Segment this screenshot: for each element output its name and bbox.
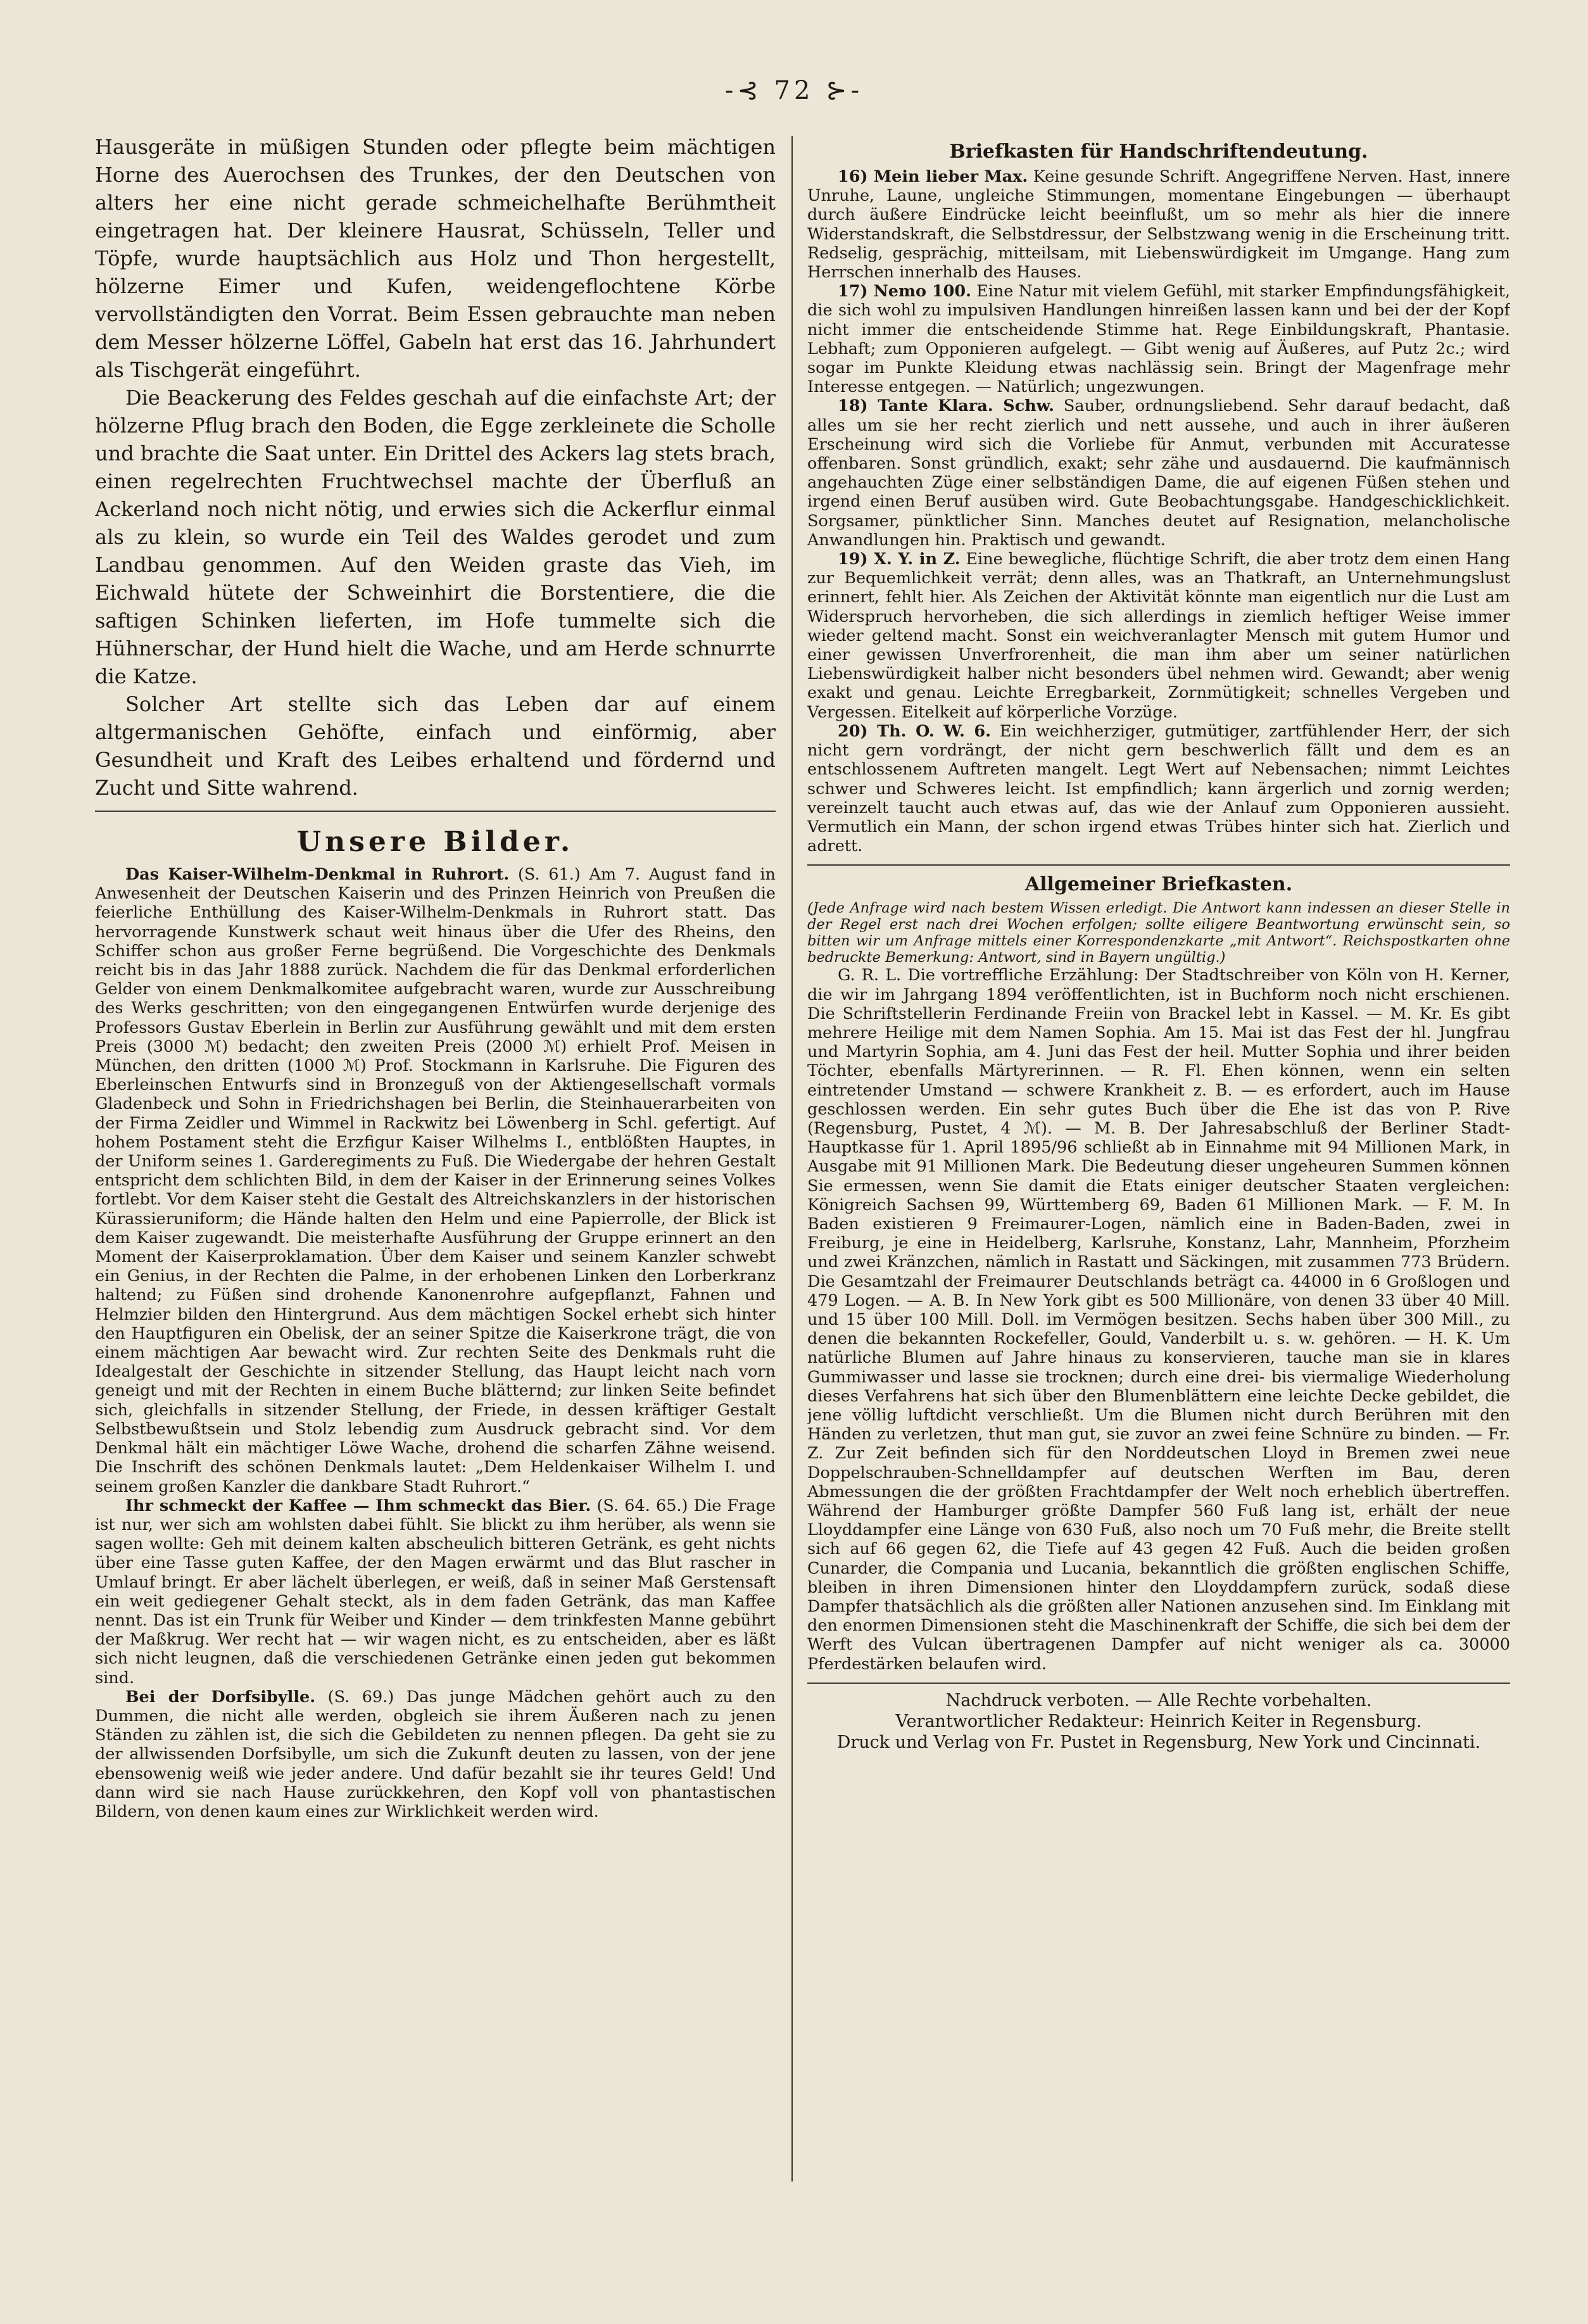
- picture-note-lead: Das Kaiser-Wilhelm-Denkmal in Ruhrort.: [125, 865, 510, 884]
- imprint-line: Verantwortlicher Redakteur: Heinrich Keiter in Regensburg.: [895, 1711, 1422, 1731]
- picture-note: [95, 1496, 776, 1688]
- picture-notes: [95, 865, 776, 1821]
- section-rule: [807, 864, 1510, 866]
- handwriting-item: [807, 396, 1510, 550]
- intro-paragraph: Solcher Art stellte sich das Leben dar auf einem altgermanischen Gehöfte, einfach und einförmig, aber Gesundheit und Kraft des Leibes erhaltend und fördernd und Zucht und Sitte wahrend.: [95, 692, 776, 800]
- imprint-line: Druck und Verlag von Fr. Pustet in Regensburg, New York und Cincinnati.: [836, 1732, 1481, 1752]
- column-divider: [791, 136, 793, 2182]
- handwriting-text: Sauber, ordnungsliebend. Sehr darauf bedacht, daß alles um sie her recht zierlich und nett aussehe, und auch in ihrer äußeren Erscheinung wird sich die Vorliebe für Anmut, verbunden mit Accuratesse offenbaren. Sonst gründlich, exakt; sehr zähe und ausdauernd. Die kaufmännisch angehauchten Züge einer selbständigen Dame, die auf eigenen Füßen stehen und irgend einen Beruf ausüben wird. Gute Beobachtungsgabe. Handgeschicklichkeit. Sorgsamer, pünktlicher Sinn. Manches deutet auf Resignation, melancholische Anwandlungen hin. Praktisch und gewandt.: [807, 396, 1510, 550]
- handwriting-lead: 20) Th. O. W. 6.: [838, 721, 992, 741]
- footer-rule: [807, 1683, 1510, 1684]
- handwriting-item: [807, 167, 1510, 282]
- section-rule: [95, 811, 776, 812]
- intro-paragraph: Die Beackerung des Feldes geschah auf die einfachste Art; der hölzerne Pflug brach den Boden, die Egge zerkleinete die Scholle und brachte die Saat unter. Ein Drittel des Ackers lag stets brach, einen regelrechten Fruchtwechsel machte der Überfluß an Ackerland noch nicht nötig, und erwies sich die Ackerflur einmal als zu klein, so wurde ein Teil des Waldes gerodet und zum Landbau genommen. Auf den Weiden graste das Vieh, im Eichwald hütete der Schweinhirt die Borstentiere, die die saftigen Schinken lieferten, im Hofe tummelte sich die Hühnerschar, der Hund hielt die Wache, und am Herde schnurrte die Katze.: [95, 386, 776, 688]
- section-title: Unsere Bilder.: [296, 826, 574, 858]
- handwriting-lead: 18) Tante Klara. Schw.: [838, 396, 1055, 416]
- handwriting-lead: 17) Nemo 100.: [838, 282, 971, 301]
- handwriting-title: Briefkasten für Handschriftendeutung.: [949, 141, 1368, 163]
- picture-note-text: (S. 61.) Am 7. August fand in Anwesenheit der Deutschen Kaiserin und des Prinzen Heinrich von Preußen die feierliche Enthüllung des Kaiser-Wilhelm-Denkmals in Ruhrort statt. Das hervorragende Kunstwerk schaut weit hinaus über die Ufer des Rheins, den Schiffer schon aus großer Ferne begrüßend. Die Vorgeschichte des Denkmals reicht bis in das Jahr 1888 zurück. Nachdem die für das Denkmal erforderlichen Gelder von einem Denkmalkomitee aufgebracht waren, wurde zur Ausschreibung des Werks geschritten; von den eingegangenen Entwürfen wurde derjenige des Professors Gustav Eberlein in Berlin zur Ausführung gewählt und mit dem ersten Preis (3000 ℳ) bedacht; den zweiten Preis (2000 ℳ) erhielt Prof. Meisen in München, den dritten (1000 ℳ) Prof. Stockmann in Karlsruhe. Die Figuren des Eberleinschen Entwurfs sind in Bronzeguß von der Aktiengesellschaft vormals Gladenbeck und Sohn in Friedrichshagen bei Berlin, die Steinhauerarbeiten von der Firma Zeidler und Wimmel in Rackwitz bei Löwenberg in Schl. gefertigt. Auf hohem Postament steht die Erzfigur Kaiser Wilhelms I., entblößten Hauptes, in der Uniform seines 1. Garderegiments zu Fuß. Die Wiedergabe der hehren Gestalt entspricht dem schlichten Bild, in dem der Kaiser in der Erinnerung seines Volkes fortlebt. Vor dem Kaiser steht die Gestalt des Altreichskanzlers in der historischen Kürassieruniform; die Hände halten den Helm und eine Papierrolle, der Blick ist dem Kaiser zugewandt. Die meisterhafte Ausführung der Gruppe erinnert an den Moment der Kaiserproklamation. Über dem Kaiser und seinem Kanzler schwebt ein Genius, in der Rechten die Palme, in der erhobenen Linken den Lorberkranz haltend; zu Füßen sind drohende Kanonenrohre aufgepflanzt, Fahnen und Helmzier bilden den Hintergrund. Aus dem mächtigen Sockel erhebt sich hinter den Hauptfiguren ein Obelisk, der an seiner Spitze die Kaiserkrone trägt, die von einem mächtigen Aar bewacht wird. Zur rechten Seite des Denkmals ruht die Idealgestalt der Geschichte in sitzender Stellung, das Haupt leicht nach vorn geneigt und mit der Rechten in einem Buche blätternd; zur linken Seite befindet sich, gleichfalls in sitzender Stellung, der Friede, in dessen kräftiger Gestalt Selbstbewußtsein und Stolz lebendig zum Ausdruck gebracht sind. Vor dem Denkmal hält ein mächtiger Löwe Wache, drohend die scharfen Zähne weisend. Die Inschrift des schönen Denkmals lautet: „Dem Heldenkaiser Wilhelm I. und seinem großen Kanzler die dankbare Stadt Ruhrort.“: [95, 865, 776, 1496]
- general-note: (Jede Anfrage wird nach bestem Wissen erledigt. Die Antwort kann indessen an dieser Stelle in der Regel erst nach drei Wochen erfolgen; sollte eiligere Beantwortung erwünscht sein, so bitten wir um Anfrage mittels einer Korrespondenzkarte „mit Antwort“. Reichspostkarten ohne bedruckte Bemerkung: Antwort, sind in Bayern ungültig.): [807, 900, 1510, 966]
- picture-note: [95, 1688, 776, 1821]
- handwriting-lead: 16) Mein lieber Max.: [838, 167, 1028, 186]
- page-number: -⊰ 72 ⊱-: [724, 76, 864, 105]
- handwriting-text: Keine gesunde Schrift. Angegriffene Nerven. Hast, innere Unruhe, Laune, ungleiche Stimmungen, momentane Eingebungen — überhaupt durch äußere Eindrücke leicht beeinflußt, um so mehr als hier die innere Widerstandskraft, die Selbstdressur, der Selbstzwang wenig in die Erscheinung tritt. Redselig, gesprächig, mitteilsam, mit Liebenswürdigkeit im Umgange. Hang zum Herrschen innerhalb des Hauses.: [807, 167, 1510, 282]
- picture-note-lead: Ihr schmeckt der Kaffee — Ihm schmeckt das Bier.: [125, 1496, 591, 1515]
- intro-paragraph: Hausgeräte in müßigen Stunden oder pflegte beim mächtigen Horne des Auerochsen des Trunkes, der den Deutschen von alters her eine nicht gerade schmeichelhafte Berühmtheit eingetragen hat. Der kleinere Hausrat, Schüsseln, Teller und Töpfe, wurde hauptsächlich aus Holz und Thon hergestellt, hölzerne Eimer und Kufen, weidengeflochtene Körbe vervollständigten den Vorrat. Beim Essen gebrauchte man neben dem Messer hölzerne Löffel, Gabeln hat erst das 16. Jahrhundert als Tischgerät eingeführt.: [95, 135, 776, 382]
- intro-article: [95, 133, 776, 802]
- handwriting-item: [807, 282, 1510, 396]
- general-title: Allgemeiner Briefkasten.: [1024, 873, 1293, 896]
- imprint: [807, 1690, 1510, 1753]
- left-column: [95, 133, 776, 2286]
- general-answers: G. R. L. Die vortreffliche Erzählung: Der Stadtschreiber von Köln von H. Kerner, die wir im Jahrgang 1894 veröffentlichten, ist in Buchform noch nicht erschienen. Die Schriftstellerin Ferdinande Freiin von Brackel lebt in Kassel. — M. Kr. Es gibt mehrere Heilige mit dem Namen Sophia. Am 15. Mai ist das Fest der hl. Jungfrau und Martyrin Sophia, am 4. Juni das Fest der heil. Mutter Sophia und ihrer beiden Töchter, ebenfalls Märtyrerinnen. — R. Fl. Ehen können, wenn ein selten eintretender Umstand — schwere Krankheit z. B. — es erfordert, auch im Hause geschlossen werden. Ein sehr gutes Buch über die Ehe ist das von P. Rive (Regensburg, Pustet, 4 ℳ). — M. B. Der Jahresabschluß der Berliner Stadt-Hauptkasse für 1. April 1895/96 schließt ab in Einnahme mit 94 Millionen Mark, in Ausgabe mit 91 Millionen Mark. Die Bedeutung dieser ungeheuren Summen können Sie ermessen, wenn Sie damit die Etats einiger deutscher Staaten vergleichen: Königreich Sachsen 99, Württemberg 69, Baden 61 Millionen Mark. — F. M. In Baden existieren 9 Freimaurer-Logen, nämlich eine in Baden-Baden, zwei in Freiburg, je eine in Heidelberg, Karlsruhe, Konstanz, Lahr, Mannheim, Pforzheim und zwei Kränzchen, nämlich in Rastatt und Säckingen, mit zusammen 773 Brüdern. Die Gesamtzahl der Freimaurer Deutschlands beträgt ca. 44000 in 6 Großlogen und 479 Logen. — A. B. In New York gibt es 500 Millionäre, von denen 33 über 40 Mill. und 15 über 100 Mill. Doll. im Vermögen besitzen. Sechs haben über 300 Mill., zu denen die bekannten Rockefeller, Gould, Vanderbilt u. s. w. gehören. — H. K. Um natürliche Blumen auf Jahre hinaus zu konservieren, tauche man sie in klares Gummiwasser und lasse sie trocknen; durch eine drei- bis viermalige Wiederholung dieses Verfahrens hat sich über den Blumenblättern eine leichte Decke gebildet, die jene völlig luftdicht verschließt. Um die Blumen nicht durch Berühren mit den Händen zu verletzen, thut man gut, sie zuvor an zwei feine Schnüre zu binden. — Fr. Z. Zur Zeit befinden sich für den Norddeutschen Lloyd in Bremen zwei neue Doppelschrauben-Schnelldampfer auf deutschen Werften im Bau, deren Abmessungen die der größten Frachtdampfer der Welt noch erheblich übertreffen. Während der Hamburger größte Dampfer 560 Fuß lang ist, erhält der neue Lloyddampfer eine Länge von 630 Fuß, also noch um 70 Fuß mehr, die Breite stellt sich auf 66 gegen 62, die Tiefe auf 43 gegen 42 Fuß. Auch die beiden großen Cunarder, die Compania und Lucania, bekanntlich die größten englischen Schiffe, bleiben in ihren Dimensionen hinter den Lloyddampfern zurück, sodaß diese Dampfer thatsächlich als die größten aller Nationen anzusehen sind. Im Einklang mit den enormen Dimensionen steht die Maschinenkraft der Schiffe, die sich bei dem der Werft des Vulcan übertragenen Dampfer auf nicht weniger als ca. 30000 Pferdestärken belaufen wird.: [807, 966, 1510, 1674]
- picture-note-lead: Bei der Dorfsibylle.: [125, 1687, 316, 1707]
- picture-note-text: (S. 64. 65.) Die Frage ist nur, wer sich am wohlsten dabei fühlt. Sie blickt zu ihm herüber, als wenn sie sagen wollte: Geh mit deinem kalten abscheulich bitteren Getränk, es geht nichts über eine Tasse guten Kaffee, der den Magen erwärmt und das Blut rascher in Umlauf bringt. Er aber lächelt überlegen, er weiß, daß in seiner Maß Gerstensaft ein weit gediegener Gehalt steckt, als in dem faden Getränk, das man Kaffee nennt. Das ist ein Trunk für Weiber und Kinder — dem trinkfesten Manne gebührt der Maßkrug. Wer recht hat — wir wagen nicht, es zu entscheiden, aber es läßt sich nicht leugnen, daß die verschiedenen Getränke einen jeden gut bekommen sind.: [95, 1496, 776, 1688]
- handwriting-lead: 19) X. Y. in Z.: [838, 550, 961, 569]
- handwriting-text: Ein weichherziger, gutmütiger, zartfühlender Herr, der sich nicht gern vordrängt, der nicht gern beschwerlich fällt und dem es an entschlossenem Auftreten mangelt. Legt Wert auf Nebensachen; nimmt Leichtes schwer und Schweres leicht. Ist empfindlich; kann ärgerlich und zornig werden; vereinzelt taucht auch etwas auf, das wie der Anlauf zum Opponieren aussieht. Vermutlich ein Mann, der schon irgend etwas Trübes hinter sich hat. Zierlich und adrett.: [807, 721, 1510, 856]
- handwriting-text: Eine Natur mit vielem Gefühl, mit starker Empfindungsfähigkeit, die sich wohl zu impulsiven Handlungen hinreißen lassen kann und bei der der Kopf nicht immer die entscheidende Stimme hat. Rege Einbildungskraft, Phantasie. Lebhaft; zum Opponieren aufgelegt. — Gibt wenig auf Äußeres, auf Putz 2c.; wird sogar im Punkte Kleidung etwas nachlässig sein. Bringt der Magenfrage mehr Interesse entgegen. — Natürlich; ungezwungen.: [807, 282, 1510, 397]
- imprint-line: Nachdruck verboten. — Alle Rechte vorbehalten.: [945, 1690, 1372, 1710]
- picture-note: [95, 865, 776, 1496]
- handwriting-text: Eine bewegliche, flüchtige Schrift, die aber trotz dem einen Hang zur Bequemlichkeit verrät; denn alles, was an Thatkraft, an Unternehmungslust erinnert, fehlt hier. Als Zeichen der Aktivität könnte man eigentlich nur die Lust am Widerspruch hervorheben, die sich allerdings in ziemlich heftiger Weise immer wieder geltend macht. Sonst ein weichveranlagter Mensch mit gutem Humor und einer gewissen Unverfrorenheit, die man ihm aber um seiner natürlichen Liebenswürdigkeit halber nicht besonders übel nehmen wird. Gewandt; aber wenig exakt und genau. Leichte Erregbarkeit, Zornmütigkeit; schnelles Vergeben und Vergessen. Eitelkeit auf körperliche Vorzüge.: [807, 550, 1510, 722]
- handwriting-item: [807, 722, 1510, 856]
- right-column: [807, 133, 1510, 2286]
- handwriting-item: [807, 550, 1510, 722]
- picture-note-text: (S. 69.) Das junge Mädchen gehört auch zu den Dummen, die nicht alle werden, obgleich sie ihrem Äußeren nach zu jenen Ständen zu zählen ist, die sich die Gebildeten zu nennen pflegen. Da geht sie zu der allwissenden Dorfsibylle, um sich die Zukunft deuten zu lassen, von der jene ebensowenig weiß wie jeder andere. Und dafür bezahlt sie ihr teures Geld! Und dann wird sie nach Hause zurückkehren, den Kopf voll von phantastischen Bildern, von denen kaum eines zur Wirklichkeit werden wird.: [95, 1687, 776, 1821]
